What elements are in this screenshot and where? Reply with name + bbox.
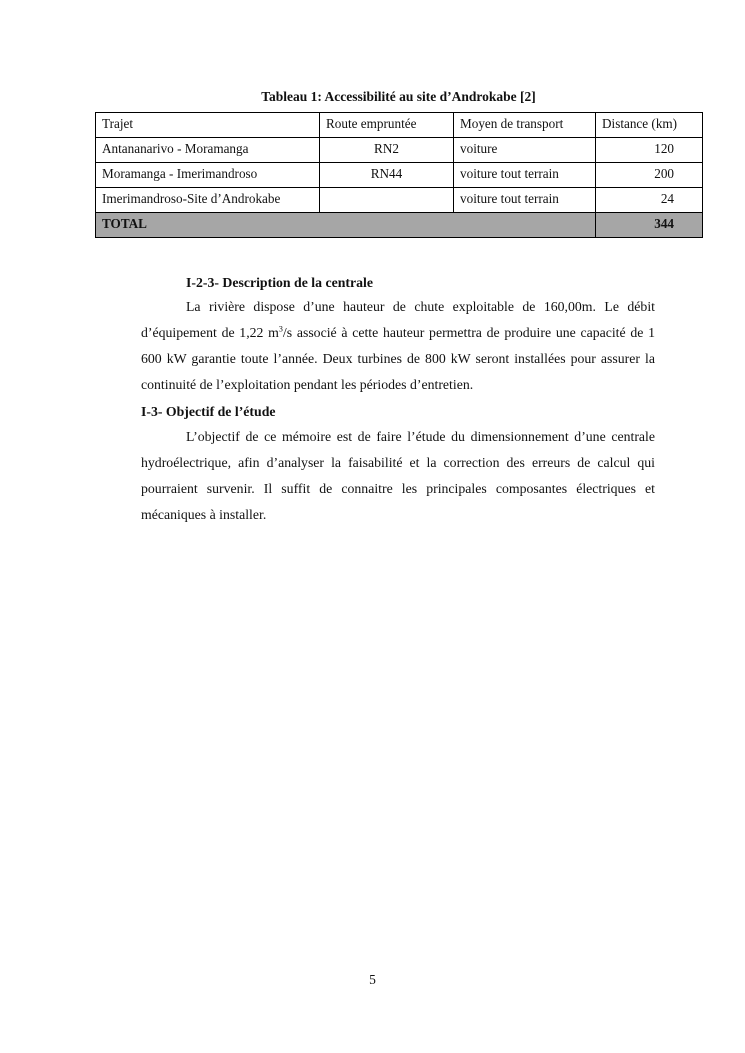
header-cell: Route empruntée — [320, 113, 454, 138]
section-heading-central: I-2-3- Description de la centrale — [186, 275, 373, 290]
table-caption: Tableau 1: Accessibilité au site d’Androkabe [2] — [261, 89, 536, 104]
superscript: 3 — [278, 324, 283, 334]
table-cell: Moramanga - Imerimandroso — [96, 163, 320, 188]
table-cell: 24 — [596, 188, 703, 213]
table-cell: voiture tout terrain — [454, 163, 596, 188]
table-cell: RN2 — [320, 138, 454, 163]
table-cell: Imerimandroso-Site d’Androkabe — [96, 188, 320, 213]
table-row — [96, 188, 703, 213]
table-cell: voiture tout terrain — [454, 188, 596, 213]
header-cell: Trajet — [96, 113, 320, 138]
table-cell: RN44 — [320, 163, 454, 188]
header-cell: Moyen de transport — [454, 113, 596, 138]
accessibility-table — [95, 112, 703, 238]
paragraph-objective: L’objectif de ce mémoire est de faire l’étude du dimensionnement d’une centrale hydroélectrique, afin d’analyser la faisabilité et la correction des erreurs de calcul qui pourraient survenir. Il suffit de connaitre les principales composantes électriques et mécaniques à installer. — [141, 429, 655, 523]
table-row — [96, 138, 703, 163]
page-number: 5 — [369, 972, 376, 987]
table-row — [96, 163, 703, 188]
table-header-row — [96, 113, 703, 138]
table-cell: 200 — [596, 163, 703, 188]
header-cell: Distance (km) — [596, 113, 703, 138]
table-total-row — [96, 213, 703, 238]
section-heading-objective: I-3- Objectif de l’étude — [141, 404, 276, 419]
paragraph-text: La rivière dispose d’une hauteur de chute exploitable de 160,00m. Le débit d’équipement de 1,22 m — [141, 299, 655, 341]
table-cell: Antananarivo - Moramanga — [96, 138, 320, 163]
table-cell — [320, 188, 454, 213]
paragraph-text: /s associé à cette hauteur permettra de produire une capacité de 1 600 kW garantie toute l’année. Deux turbines de 800 kW seront installées pour assurer la continuité de l’exploitation pendant les périodes d’entretien. — [141, 325, 655, 393]
table-cell: 120 — [596, 138, 703, 163]
total-label: TOTAL — [96, 213, 596, 238]
paragraph-central-description — [141, 294, 655, 398]
table-cell: voiture — [454, 138, 596, 163]
total-value: 344 — [596, 213, 703, 238]
